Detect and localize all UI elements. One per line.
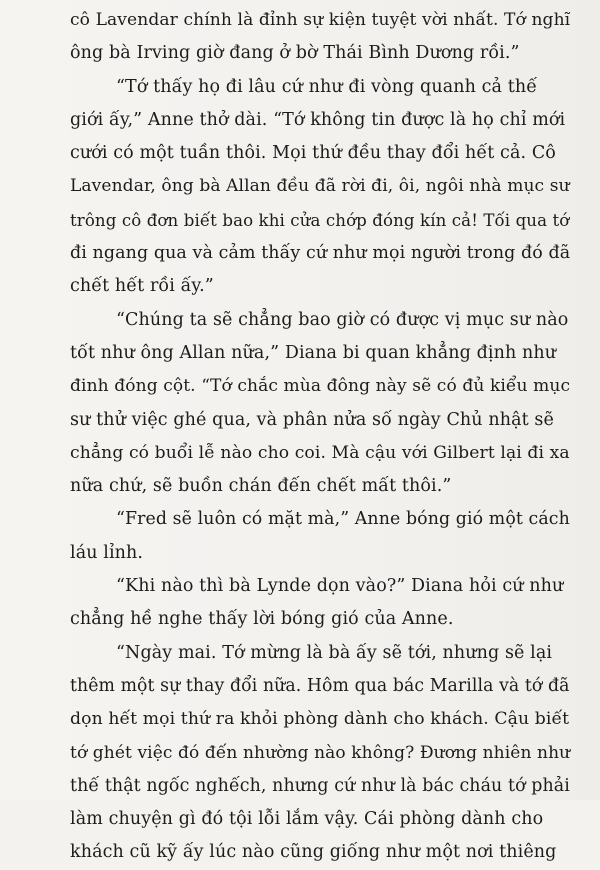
- text-line: “Ngày mai. Tớ mừng là bà ấy sẽ tới, nhưng sẽ lại: [116, 642, 553, 663]
- text-line: cưới có một tuần thôi. Mọi thứ đều thay đổi hết cả. Cô: [70, 143, 556, 164]
- text-line: khách cũ kỹ ấy lúc nào cũng giống như một nơi thiêng: [70, 842, 557, 863]
- text-line: “Chúng ta sẽ chẳng bao giờ có được vị mục sư nào: [116, 309, 569, 330]
- text-line: chẳng có buổi lễ nào cho coi. Mà cậu với Gilbert lại đi xa: [70, 442, 570, 463]
- page-body-text: [70, 4, 570, 870]
- text-line: “Tớ thấy họ đi lâu cứ như đi vòng quanh cả thế: [116, 76, 538, 97]
- text-line: trông cô đơn biết bao khi cửa chớp đóng kín cả! Tối qua tớ: [70, 210, 570, 230]
- text-line: nữa chứ, sẽ buồn chán đến chết mất thôi.”: [70, 476, 452, 497]
- text-line: láu lỉnh.: [70, 542, 144, 563]
- text-line: chẳng hề nghe thấy lời bóng gió của Anne.: [70, 609, 454, 630]
- text-line: dọn hết mọi thứ ra khỏi phòng dành cho khách. Cậu biết: [70, 709, 570, 730]
- text-line: sư thử việc ghé qua, và phân nửa số ngày Chủ nhật sẽ: [70, 409, 554, 430]
- text-line: “Khi nào thì bà Lynde dọn vào?” Diana hỏi cứ như: [116, 576, 564, 597]
- text-line: tốt như ông Allan nữa,” Diana bi quan khẳng định như: [70, 342, 557, 363]
- text-line: làm chuyện gì đó tội lỗi lắm vậy. Cái phòng dành cho: [70, 809, 544, 830]
- text-line: “Fred sẽ luôn có mặt mà,” Anne bóng gió một cách: [116, 509, 570, 530]
- text-line: đinh đóng cột. “Tớ chắc mùa đông này sẽ có đủ kiểu mục: [70, 376, 571, 397]
- text-line: tớ ghét việc đó đến nhường nào không? Đương nhiên như: [70, 742, 571, 763]
- text-line: giới ấy,” Anne thở dài. “Tớ không tin được là họ chỉ mới: [70, 109, 566, 130]
- text-line: thế thật ngốc nghếch, nhưng cứ như là bác cháu tớ phải: [70, 775, 570, 796]
- text-line: ông bà Irving giờ đang ở bờ Thái Bình Dương rồi.”: [70, 43, 520, 64]
- text-line: cô Lavendar chính là đỉnh sự kiện tuyệt vời nhất. Tớ nghĩ: [70, 10, 571, 30]
- text-line: đi ngang qua và cảm thấy cứ như mọi người trong đó đã: [70, 243, 571, 264]
- text-line: chết hết rồi ấy.”: [70, 276, 214, 297]
- text-line: Lavendar, ông bà Allan đều đã rời đi, ôi, ngôi nhà mục sư: [70, 176, 570, 197]
- text-line: thêm một sự thay đổi nữa. Hôm qua bác Marilla và tớ đã: [70, 675, 570, 696]
